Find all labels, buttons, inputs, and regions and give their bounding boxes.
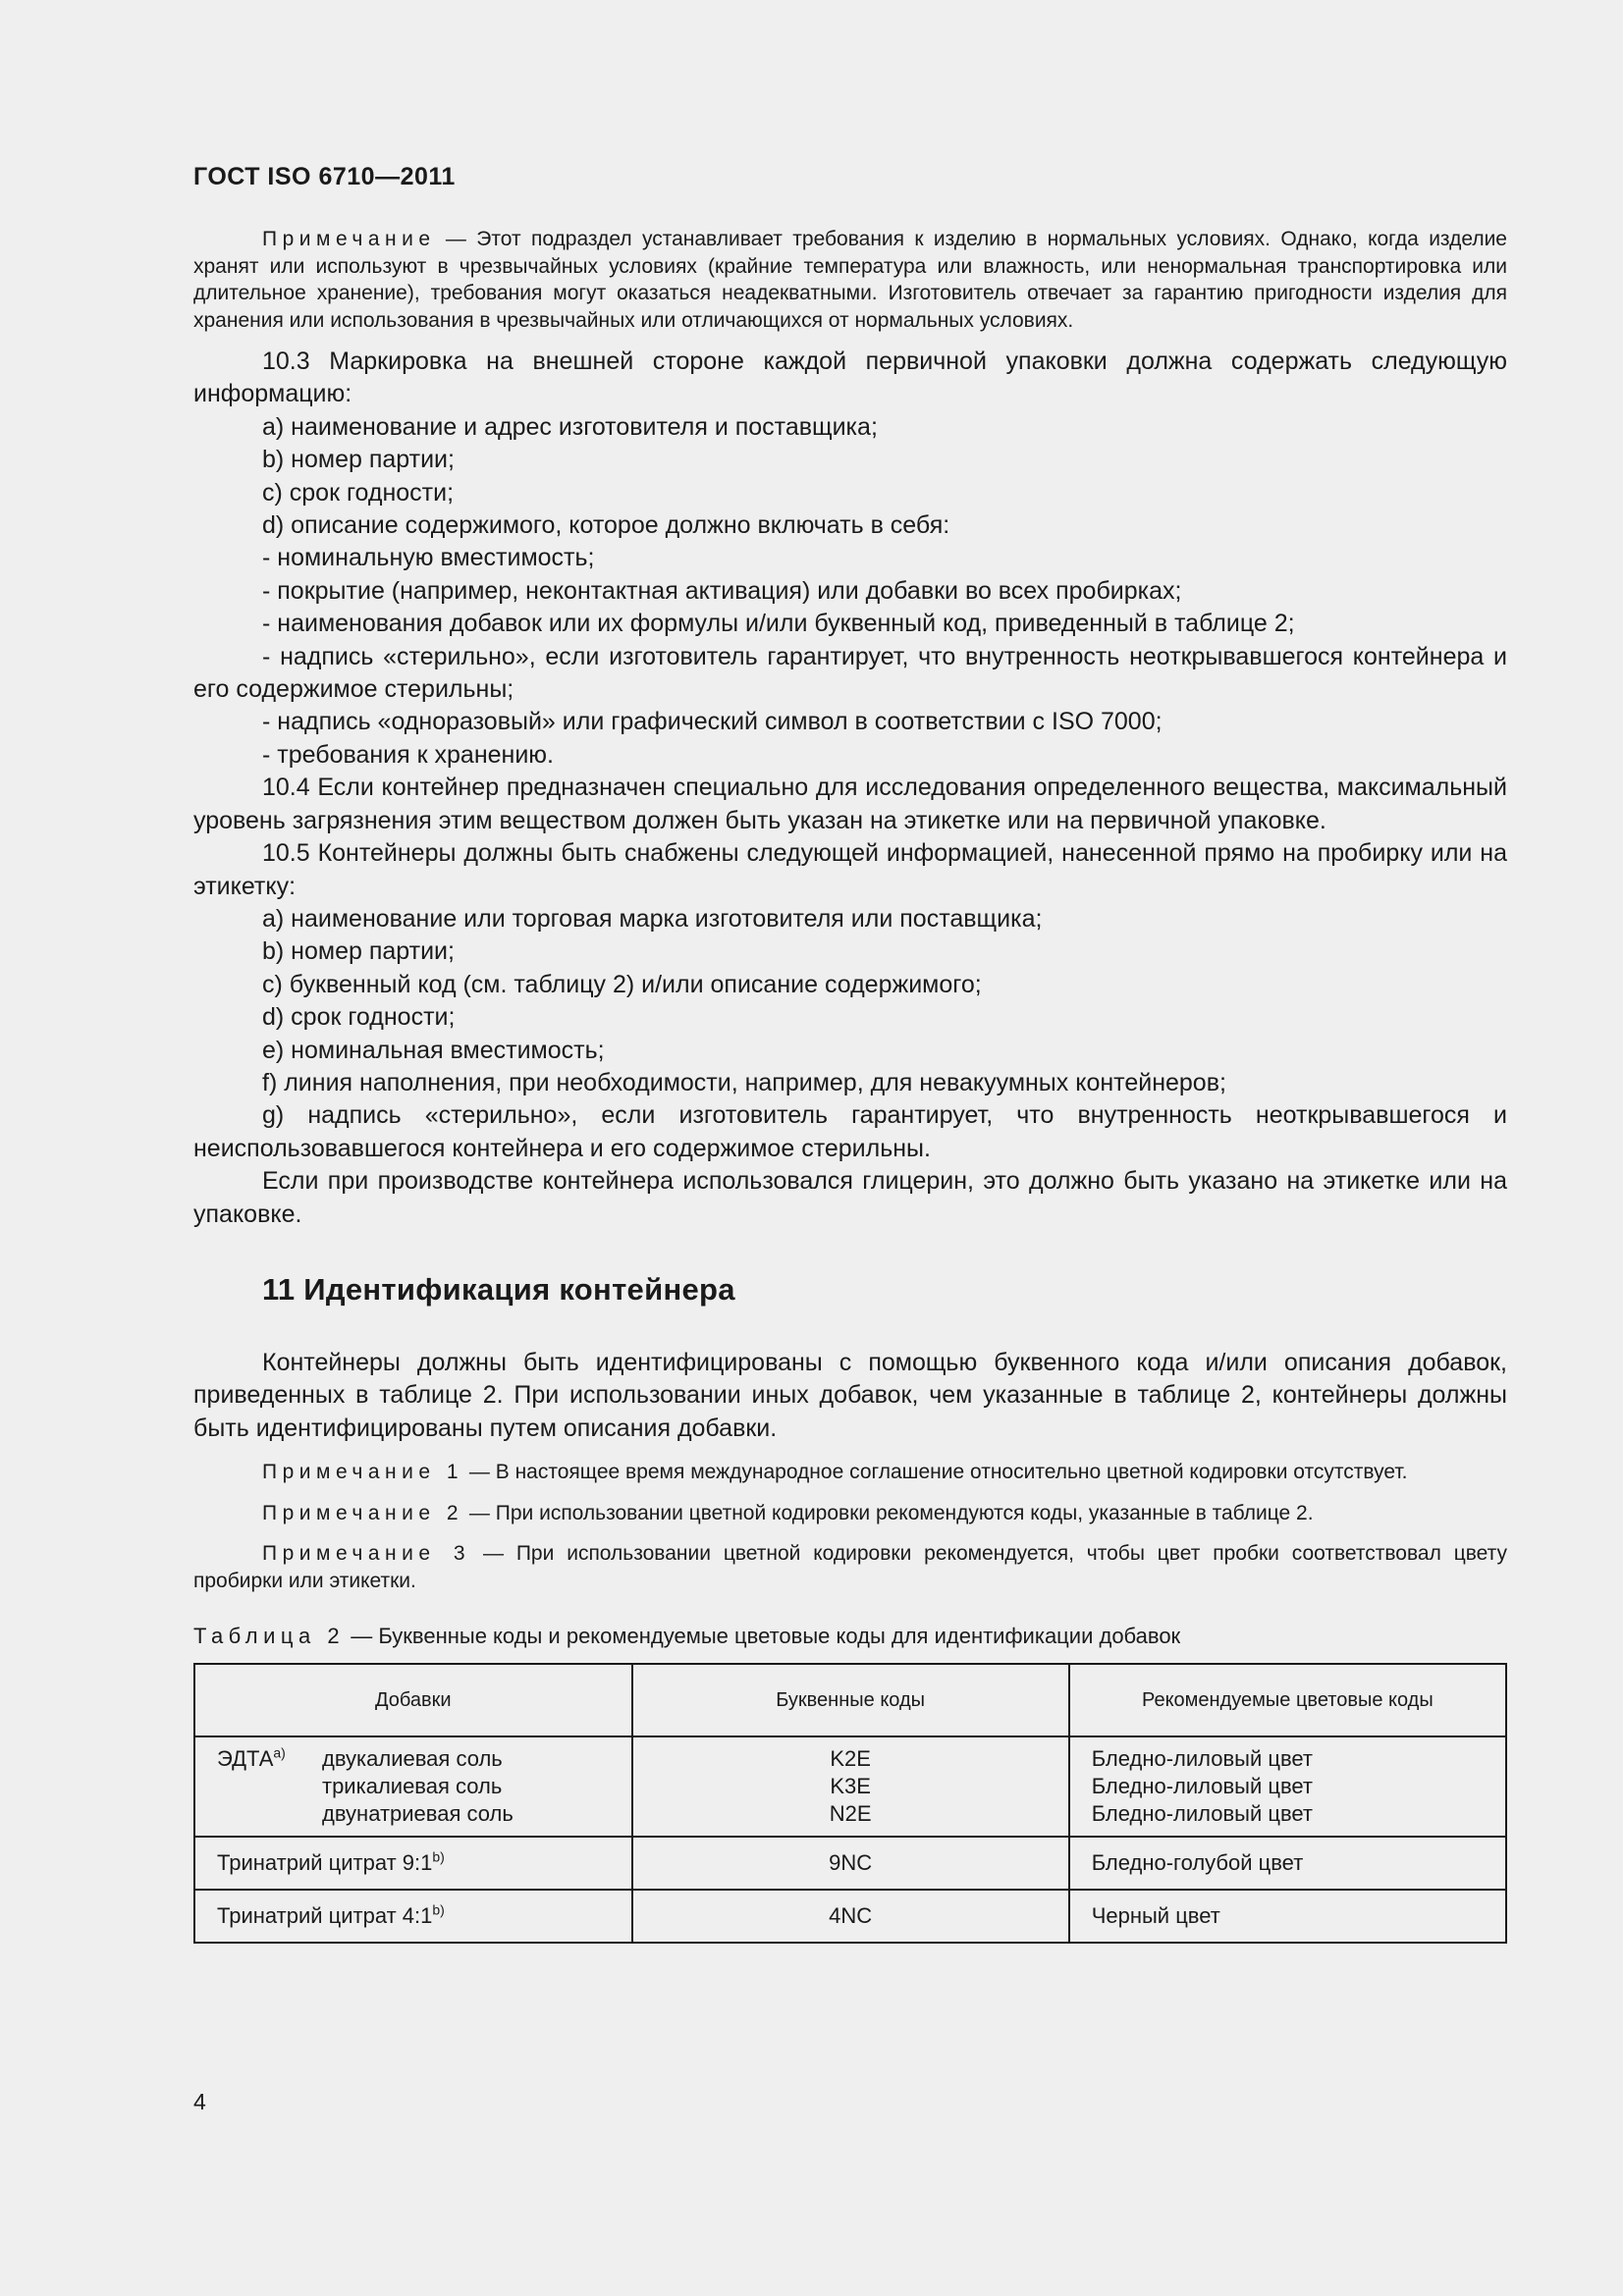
note-top xyxy=(193,226,1507,334)
document-header: ГОСТ ISO 6710—2011 xyxy=(193,163,456,190)
edta-label: ЭДТА xyxy=(217,1746,274,1772)
list-item: e) номинальная вместимость; xyxy=(262,1036,605,1064)
table-caption-label: Таблица 2 xyxy=(193,1624,346,1649)
section-10-5-closing: Если при производстве контейнера использовался глицерин, это должно быть указано на этикетке или на упаковке. xyxy=(193,1167,1507,1228)
list-item: d) срок годности; xyxy=(262,1003,456,1032)
note-label: Примечание xyxy=(262,228,436,250)
table-row xyxy=(194,1890,1506,1943)
table-caption xyxy=(193,1624,1507,1649)
additives-table xyxy=(193,1663,1507,1944)
cell-color-code: Черный цвет xyxy=(1069,1890,1506,1943)
section-10-3-intro: 10.3 Маркировка на внешней стороне каждой первичной упаковки должна содержать следующую информацию: xyxy=(193,347,1507,408)
list-item: c) срок годности; xyxy=(262,478,455,507)
footnote-marker: b) xyxy=(432,1901,445,1918)
edta-line xyxy=(217,1745,631,1828)
salt-name: двунатриевая соль xyxy=(322,1801,514,1827)
table-row xyxy=(194,1837,1506,1890)
color-code: Бледно-лиловый цвет xyxy=(1091,1746,1313,1772)
color-code: Бледно-лиловый цвет xyxy=(1091,1801,1313,1827)
note-label: Примечание 1 xyxy=(262,1461,464,1484)
edta-name xyxy=(217,1745,322,1828)
column-header-color-codes: Рекомендуемые цветовые коды xyxy=(1069,1664,1506,1736)
cell-letter-code: 9NC xyxy=(632,1837,1069,1890)
cell-additive xyxy=(194,1736,632,1837)
footnote-marker: b) xyxy=(432,1848,445,1865)
note-text: — При использовании цветной кодировки рекомендуются коды, указанные в таблице 2. xyxy=(463,1501,1314,1524)
list-item: - требования к хранению. xyxy=(262,740,554,769)
column-header-letter-codes: Буквенные коды xyxy=(632,1664,1069,1736)
note-3 xyxy=(193,1540,1507,1594)
color-code: Бледно-лиловый цвет xyxy=(1091,1774,1313,1799)
list-item: - номинальную вместимость; xyxy=(262,544,595,572)
section-11-heading: 11 Идентификация контейнера xyxy=(262,1271,735,1307)
note-text: — Этот подраздел устанавливает требования к изделию в нормальных условиях. Однако, когда изделие хранят или используют в чрезвычайных условиях (крайние температура или влажность, или ненормальная транспортировка или длительное хранение), требования могут оказаться неадекватными. Изготовитель отвечает за гарантию пригодности изделия для хранения или использования в чрезвычайных или отличающихся от нормальных условиях. xyxy=(193,228,1507,332)
section-10-4: 10.4 Если контейнер предназначен специально для исследования определенного вещества, максимальный уровень загрязнения этим веществом должен быть указан на этикетке или на первичной упаковке. xyxy=(193,774,1507,834)
list-item: a) наименование или торговая марка изготовителя или поставщика; xyxy=(262,904,1043,933)
table-header-row xyxy=(194,1664,1506,1736)
table-row xyxy=(194,1736,1506,1837)
note-label: Примечание 3 xyxy=(262,1542,471,1566)
additive-name: Тринатрий цитрат 4:1 xyxy=(217,1903,433,1929)
letter-code: N2E xyxy=(829,1801,872,1827)
cell-color-code xyxy=(1069,1736,1506,1837)
salt-name: двукалиевая соль xyxy=(322,1746,503,1772)
list-item: d) описание содержимого, которое должно включать в себя: xyxy=(262,511,950,540)
list-item: b) номер партии; xyxy=(262,937,455,966)
note-text: — При использовании цветной кодировки рекомендуется, чтобы цвет пробки соответствовал цвету пробирки или этикетки. xyxy=(193,1542,1507,1592)
list-item: a) наименование и адрес изготовителя и поставщика; xyxy=(262,412,878,441)
list-item: - надпись «одноразовый» или графический символ в соответствии с ISO 7000; xyxy=(262,708,1163,736)
cell-letter-code: 4NC xyxy=(632,1890,1069,1943)
cell-color-code: Бледно-голубой цвет xyxy=(1069,1837,1506,1890)
note-text: — В настоящее время международное соглашение относительно цветной кодировки отсутствует. xyxy=(463,1461,1408,1484)
list-item: b) номер партии; xyxy=(262,446,455,474)
note-1 xyxy=(193,1459,1507,1486)
section-10-5-intro: 10.5 Контейнеры должны быть снабжены следующей информацией, нанесенной прямо на пробирку или на этикетку: xyxy=(193,839,1507,900)
note-2 xyxy=(193,1500,1507,1527)
list-item: - покрытие (например, неконтактная активация) или добавки во всех пробирках; xyxy=(262,576,1182,605)
cell-additive xyxy=(194,1837,632,1890)
letter-code: K2E xyxy=(830,1746,871,1772)
note-label: Примечание 2 xyxy=(262,1501,464,1524)
table-caption-text: — Буквенные коды и рекомендуемые цветовые коды для идентификации добавок xyxy=(345,1624,1181,1649)
cell-letter-code xyxy=(632,1736,1069,1837)
column-header-additives: Добавки xyxy=(194,1664,632,1736)
letter-code: K3E xyxy=(830,1774,871,1799)
section-11-text: Контейнеры должны быть идентифицированы с помощью буквенного кода и/или описания добавок, приведенных в таблице 2. При использовании иных добавок, чем указанные в таблице 2, контейнеры должны быть идентифицированы путем описания добавки. xyxy=(193,1348,1507,1442)
salt-name: трикалиевая соль xyxy=(322,1774,503,1799)
cell-additive xyxy=(194,1890,632,1943)
list-item: - надпись «стерильно», если изготовитель гарантирует, что внутренность неоткрывавшегося контейнера и его содержимое стерильны; xyxy=(193,642,1507,704)
page-content xyxy=(193,226,1507,1944)
footnote-marker: a) xyxy=(273,1744,286,1761)
list-item: - наименования добавок или их формулы и/или буквенный код, приведенный в таблице 2; xyxy=(262,610,1295,638)
list-item: c) буквенный код (см. таблицу 2) и/или описание содержимого; xyxy=(262,970,982,998)
additive-name: Тринатрий цитрат 9:1 xyxy=(217,1850,433,1876)
list-item: g) надпись «стерильно», если изготовитель гарантирует, что внутренность неоткрывавшегося и неиспользовавшегося контейнера и его содержимое стерильны. xyxy=(193,1101,1507,1162)
list-item: f) линия наполнения, при необходимости, например, для невакуумных контейнеров; xyxy=(262,1068,1226,1096)
edta-salts xyxy=(322,1745,514,1828)
page-number: 4 xyxy=(193,2089,206,2114)
